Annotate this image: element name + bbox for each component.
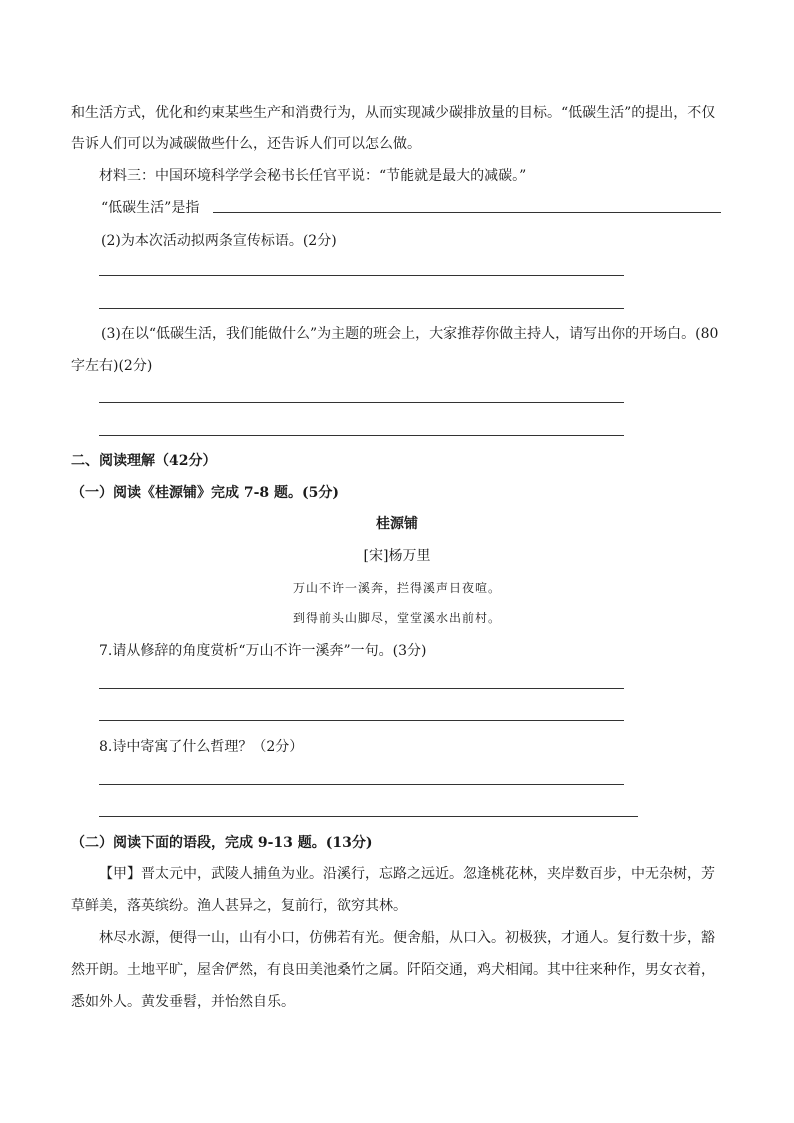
poem-line-1: 万山不许一溪奔，拦得溪声日夜喧。: [292, 581, 501, 595]
q2-prompt: (2)为本次活动拟两条宣传标语。(2分): [101, 233, 337, 249]
part1-heading: （一）阅读《桂源铺》完成 7-8 题。(5分): [71, 485, 340, 501]
q1-prompt-label: “低碳生活”是指: [101, 200, 200, 216]
passage-p1-line2: 草鲜美，落英缤纷。渔人甚异之，复前行，欲穷其林。: [71, 898, 407, 914]
q2-answer-line-1[interactable]: [99, 275, 624, 276]
material2-line2: 告诉人们可以为减碳做些什么，还告诉人们可以怎么做。: [71, 136, 421, 152]
q1-answer-line[interactable]: [213, 212, 721, 213]
q3-prompt-line1: (3)在以“低碳生活，我们能做什么”为主题的班会上，大家推荐你做主持人，请写出你的开场白。(80: [101, 326, 719, 342]
passage-p1-line1: 【甲】晋太元中，武陵人捕鱼为业。沿溪行，忘路之远近。忽逢桃花林，夹岸数百步，中无杂树，芳: [99, 866, 715, 882]
q7-prompt: 7.请从修辞的角度赏析“万山不许一溪奔”一句。(3分): [99, 643, 427, 659]
q8-answer-line-1[interactable]: [99, 784, 624, 785]
q8-answer-line-2[interactable]: [99, 816, 638, 817]
part2-heading: （二）阅读下面的语段，完成 9-13 题。(13分): [71, 835, 373, 851]
passage-p2-line1: 林尽水源，便得一山，山有小口，仿佛若有光。便舍船，从口入。初极狭，才通人。复行数十步，豁: [99, 930, 715, 946]
poem-line-2: 到得前头山脚尽，堂堂溪水出前村。: [292, 611, 501, 625]
poem-title: 桂源铺: [376, 516, 418, 532]
material3-text: 材料三：中国环境科学学会秘书长任官平说：“节能就是最大的减碳。”: [99, 168, 527, 184]
q8-prompt: 8.诗中寄寓了什么哲理？（2分）: [99, 739, 304, 755]
passage-p2-line3: 悉如外人。黄发垂髫，并怡然自乐。: [71, 994, 295, 1010]
q3-prompt-line2: 字左右)(2分): [71, 358, 153, 374]
q3-answer-line-2[interactable]: [99, 435, 624, 436]
poem-author: [宋]杨万里: [363, 548, 431, 564]
q7-answer-line-2[interactable]: [99, 720, 624, 721]
material2-line1: 和生活方式，优化和约束某些生产和消费行为，从而实现减少碳排放量的目标。“低碳生活”的提出，不仅: [71, 105, 716, 121]
q7-answer-line-1[interactable]: [99, 688, 624, 689]
passage-p2-line2: 然开朗。土地平旷，屋舍俨然，有良田美池桑竹之属。阡陌交通，鸡犬相闻。其中往来种作，男女衣着，: [71, 962, 715, 978]
q1-prompt: [101, 198, 199, 218]
section2-heading: 二、阅读理解（42分）: [71, 453, 217, 469]
q3-answer-line-1[interactable]: [99, 402, 624, 403]
q2-answer-line-2[interactable]: [99, 308, 624, 309]
